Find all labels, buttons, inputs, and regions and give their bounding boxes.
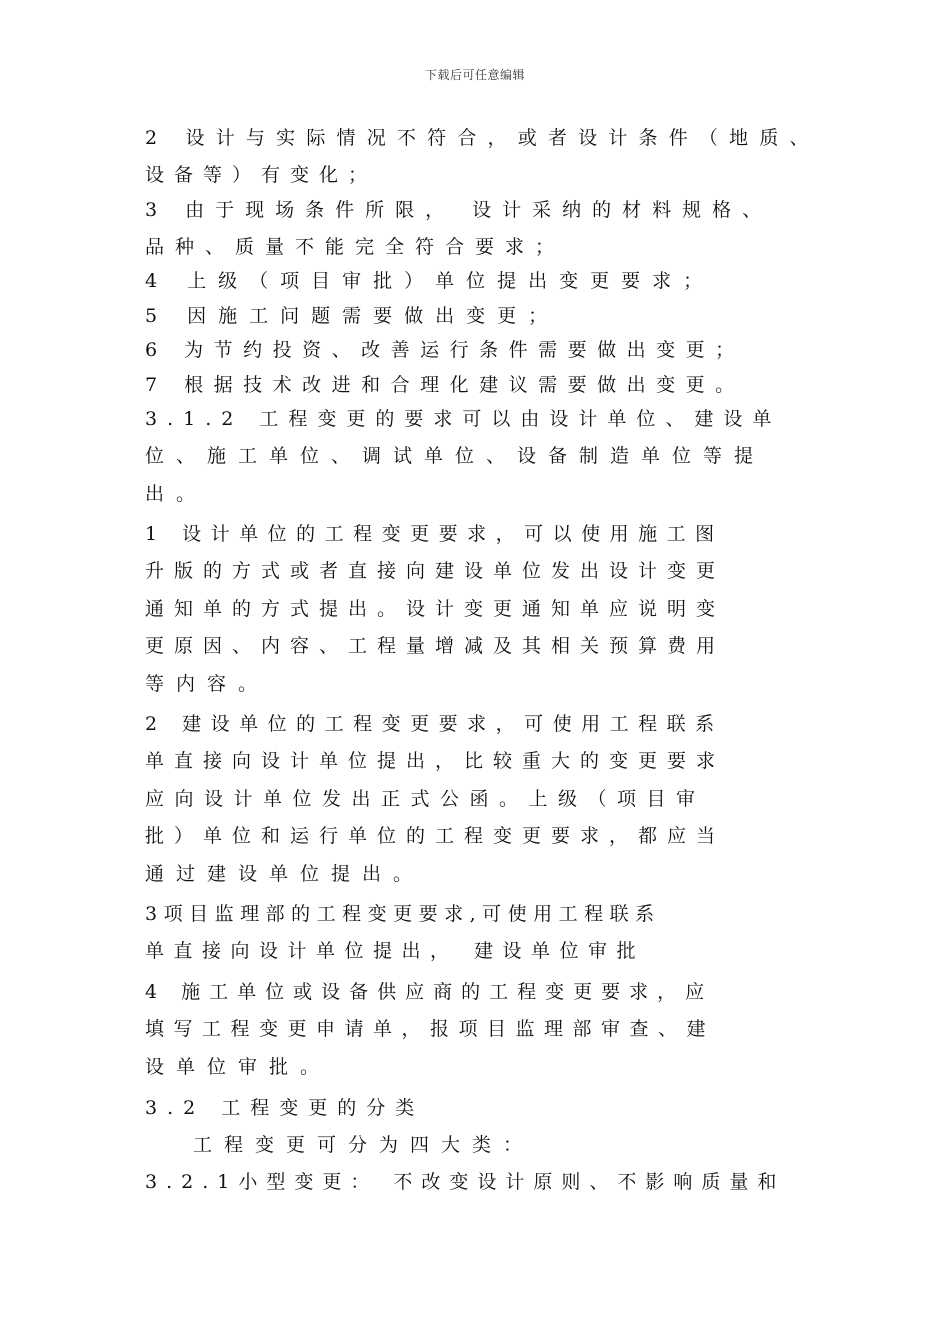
text-line-29: 3.2.1小型变更： 不改变设计原则、不影响质量和 — [145, 1171, 786, 1193]
text-line-3: 3 由于现场条件所限， 设计采纳的材料规格、 — [145, 199, 773, 221]
text-line-4: 品种、质量不能完全符合要求； — [145, 236, 566, 258]
text-line-14: 通知单的方式提出。设计变更通知单应说明变 — [145, 598, 726, 620]
page-header: 下载后可任意编辑 — [424, 68, 525, 82]
text-line-6: 5 因施工问题需要做出变更； — [145, 305, 560, 327]
text-line-17: 2 建设单位的工程变更要求，可使用工程联系 — [145, 713, 724, 735]
text-line-15: 更原因、内容、工程量增减及其相关预算费用 — [145, 635, 726, 657]
text-line-7: 6 为节约投资、改善运行条件需要做出变更； — [145, 339, 745, 361]
text-line-16: 等内容。 — [145, 673, 270, 695]
text-line-9: 3.1.2 工程变更的要求可以由设计单位、建设单 — [145, 408, 782, 430]
text-line-1: 2 设计与实际情况不符合，或者设计条件（地质、 — [145, 127, 820, 149]
text-line-25: 填写工程变更申请单，报项目监理部审查、建 — [145, 1018, 716, 1040]
text-line-12: 1 设计单位的工程变更要求，可以使用施工图 — [145, 523, 724, 545]
text-line-21: 通过建设单位提出。 — [145, 863, 425, 885]
text-line-24: 4 施工单位或设备供应商的工程变更要求，应 — [145, 981, 714, 1003]
text-line-22: 3项目监理部的工程变更要求,可使用工程联系 — [145, 903, 661, 925]
text-line-5: 4 上级（项目审批）单位提出变更要求； — [145, 270, 715, 292]
text-line-11: 出。 — [145, 483, 208, 505]
text-line-13: 升版的方式或者直接向建设单位发出设计变更 — [145, 560, 726, 582]
text-line-8: 7 根据技术改进和合理化建议需要做出变更。 — [145, 374, 745, 396]
text-line-18: 单直接向设计单位提出，比较重大的变更要求 — [145, 750, 726, 772]
text-line-28: 工程变更可分为四大类： — [193, 1134, 535, 1156]
text-line-20: 批）单位和运行单位的工程变更要求，都应当 — [145, 825, 726, 847]
text-line-10: 位、施工单位、调试单位、设备制造单位等提 — [145, 445, 766, 467]
text-line-26: 设单位审批。 — [145, 1056, 332, 1078]
text-line-2: 设备等）有变化； — [145, 164, 378, 186]
text-line-19: 应向设计单位发出正式公函。上级（项目审 — [145, 788, 706, 810]
section-heading-3-2: 3.2 工程变更的分类 — [145, 1097, 425, 1119]
text-line-23: 单直接向设计单位提出， 建设单位审批 — [145, 940, 646, 962]
